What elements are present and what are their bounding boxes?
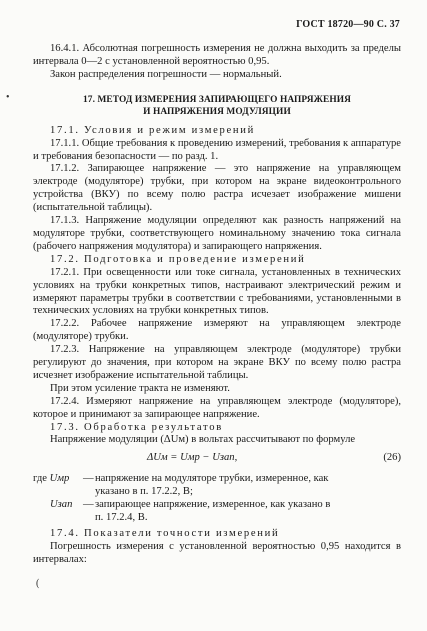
glossary-definition-cont: п. 17.2.4, В. xyxy=(95,512,148,524)
paragraph-17-1-3: 17.1.3. Напряжение модуляции определяют как разность напряжений на модуляторе трубки, соответствующего номинальному значению тока сигнала (рабочего напряжения модулятора) и запирающего напряжения. xyxy=(33,215,401,252)
glossary-dash: — xyxy=(83,499,94,511)
paragraph-17-2-3: 17.2.3. Напряжение на управляющем электроде (модуляторе) трубки регулируют до значения, при котором на экране ВКУ по всему полю растра исчезнет изображение испытательной таблицы. xyxy=(33,344,401,381)
paragraph-17-2-4: 17.2.4. Измеряют напряжение на управляющем электроде (модуляторе), которое и принимают за запирающее напряжение. xyxy=(33,395,401,420)
formula-glossary xyxy=(33,473,401,525)
glossary-row xyxy=(33,473,401,486)
section-title xyxy=(33,94,401,119)
glossary-symbol: Uзап xyxy=(50,499,73,511)
paragraph-16-4-1: 16.4.1. Абсолютная погрешность измерения не должна выходить за пределы интервала 0—2 с установленной вероятностью 0,95. xyxy=(33,43,401,67)
paragraph-17-2-3-note: При этом усиление тракта не изменяют. xyxy=(50,382,230,394)
subsection-17-3-heading: 17.3. Обработка результатов xyxy=(50,421,223,433)
paragraph-17-1-2: 17.1.2. Запирающее напряжение — это напряжение на управляющем электроде (модуляторе) трубки, при котором на экране видеоконтрольного устройства (ВКУ) по всему полю растра исчезает изображение мишени (испытательной таблицы). xyxy=(33,163,401,214)
paragraph-17-2-1: 17.2.1. При освещенности или токе сигнала, установленных в технических условиях на трубки конкретных типов, настраивают электрический режим и измеряют параметры трубки в соответствии с требованиями, установленными в технических условиях на трубки конкретных типов. xyxy=(33,266,401,317)
formula-expression: ΔUм = Uмр − Uзап, xyxy=(147,452,238,464)
section-title-line: 17. МЕТОД ИЗМЕРЕНИЯ ЗАПИРАЮЩЕГО НАПРЯЖЕНИЯ xyxy=(83,94,351,105)
formula-number: (26) xyxy=(383,452,401,464)
formula-26 xyxy=(33,452,401,466)
glossary-definition-cont: указано в п. 17.2.2, В; xyxy=(95,486,193,498)
glossary-where: где xyxy=(33,473,47,485)
subsection-17-1-heading: 17.1. Условия и режим измерений xyxy=(50,124,256,136)
paragraph-17-1-1: 17.1.1. Общие требования к проведению измерений, требования к аппаратуре и требования безопасности — по разд. 1. xyxy=(33,137,401,162)
paragraph-distribution-law: Закон распределения погрешности — нормальный. xyxy=(50,68,282,80)
glossary-definition: напряжение на модуляторе трубки, измеренное, как xyxy=(95,473,329,485)
page-header: ГОСТ 18720—90 С. 37 xyxy=(296,19,400,30)
paragraph-17-4-text: Погрешность измерения с установленной вероятностью 0,95 находится в интервалах: xyxy=(33,540,401,565)
paragraph-17-2-2: 17.2.2. Рабочее напряжение измеряют на управляющем электроде (модуляторе) трубки. xyxy=(33,318,401,343)
glossary-dash: — xyxy=(83,473,94,485)
scan-mark: ( xyxy=(36,578,40,589)
scan-mark: • xyxy=(6,92,10,103)
paragraph-17-3-text: Напряжение модуляции (ΔUм) в вольтах рассчитывают по формуле xyxy=(50,434,356,446)
subsection-17-4-heading: 17.4. Показатели точности измерений xyxy=(50,528,280,539)
glossary-row xyxy=(33,499,401,512)
document-body xyxy=(33,43,401,567)
section-title-line: И НАПРЯЖЕНИЯ МОДУЛЯЦИИ xyxy=(143,107,291,118)
glossary-definition: запирающее напряжение, измеренное, как указано в xyxy=(95,499,331,511)
glossary-symbol: Uмр xyxy=(49,473,70,485)
subsection-17-2-heading: 17.2. Подготовка и проведение измерений xyxy=(50,253,306,265)
